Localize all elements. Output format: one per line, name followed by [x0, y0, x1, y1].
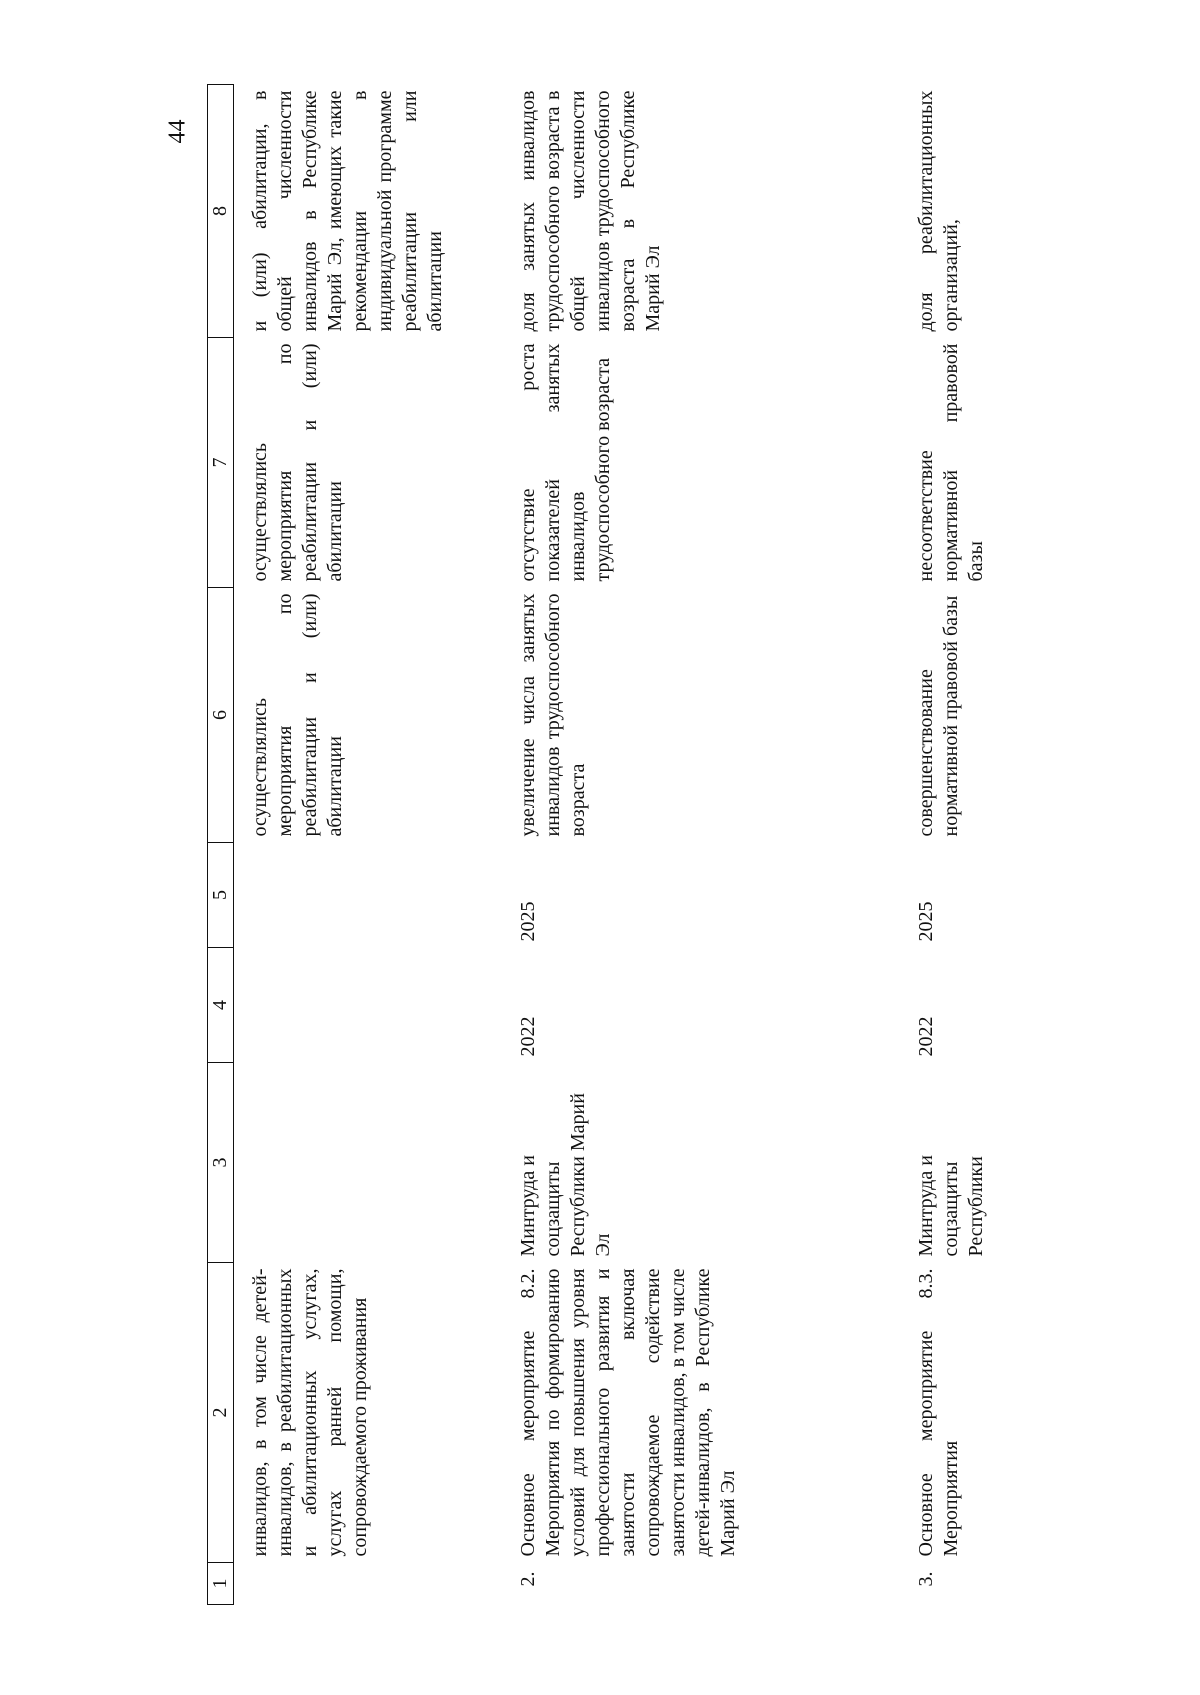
measure-name: Основное мероприятие 8.2. Мероприятия по формированию условий для повышения уровня профессионального развития и занятости включая сопровождаемое содействие занятости инвалидов, в том числе детей-инвалидов, в Республике Марий Эл	[517, 1268, 739, 1557]
end-year	[234, 843, 503, 948]
expected-result: совершенствование нормативной правовой базы	[915, 595, 962, 837]
rotated-table-container	[207, 85, 1067, 1605]
page-number: 44	[164, 119, 191, 144]
table-row	[900, 85, 1068, 1605]
col-header-4: 4	[208, 948, 234, 1063]
col-header-3: 3	[208, 1063, 234, 1263]
executor	[234, 1063, 503, 1263]
program-measures-table	[207, 84, 1068, 1605]
related-indicator: доля реабилитационных организаций,	[915, 90, 962, 332]
table-row	[502, 85, 900, 1605]
end-year: 2025	[915, 901, 937, 942]
col-header-7: 7	[208, 338, 234, 588]
start-year: 2022	[517, 1016, 539, 1057]
measure-name: Основное мероприятие 8.3. Мероприятия	[915, 1268, 962, 1557]
non-implementation-consequence: осуществлялись мероприятия по реабилитации и (или) абилитации	[249, 343, 346, 582]
non-implementation-consequence: несоответствие нормативной правовой базы	[915, 343, 987, 582]
col-header-6: 6	[208, 588, 234, 843]
executor: Минтруда и соцзащиты Республики	[915, 1155, 987, 1257]
col-header-2: 2	[208, 1263, 234, 1563]
row-number: 3.	[915, 1571, 937, 1587]
related-indicator: и (или) абилитации, в общей численности инвалидов в Республике Марий Эл, имеющих такие рекомендации в индивидуальной программе реабилитации или абилитации	[249, 90, 446, 332]
col-header-5: 5	[208, 843, 234, 948]
non-implementation-consequence: отсутствие роста показателей занятых инвалидов трудоспособного возраста	[517, 343, 614, 582]
executor: Минтруда и соцзащиты Республики Марий Эл	[517, 1093, 614, 1257]
column-number-header	[208, 85, 234, 1605]
row-number	[234, 1563, 503, 1605]
expected-result: увеличение числа занятых инвалидов трудоспособного возраста	[517, 593, 589, 837]
related-indicator: доля занятых инвалидов трудоспособного возраста в общей численности инвалидов трудоспособного возраста в Республике Марий Эл	[517, 90, 664, 332]
start-year	[234, 948, 503, 1063]
table-row	[234, 85, 503, 1605]
measure-name: инвалидов, в том числе детей-инвалидов, в реабилитационных и абилитационных услугах, услугах ранней помощи, сопровождаемого проживания	[249, 1268, 371, 1557]
col-header-1: 1	[208, 1563, 234, 1605]
end-year: 2025	[517, 901, 539, 942]
row-number: 2.	[517, 1571, 539, 1587]
start-year: 2022	[915, 1016, 937, 1057]
col-header-8: 8	[208, 85, 234, 338]
expected-result: осуществлялись мероприятия по реабилитации и (или) абилитации	[249, 593, 346, 837]
